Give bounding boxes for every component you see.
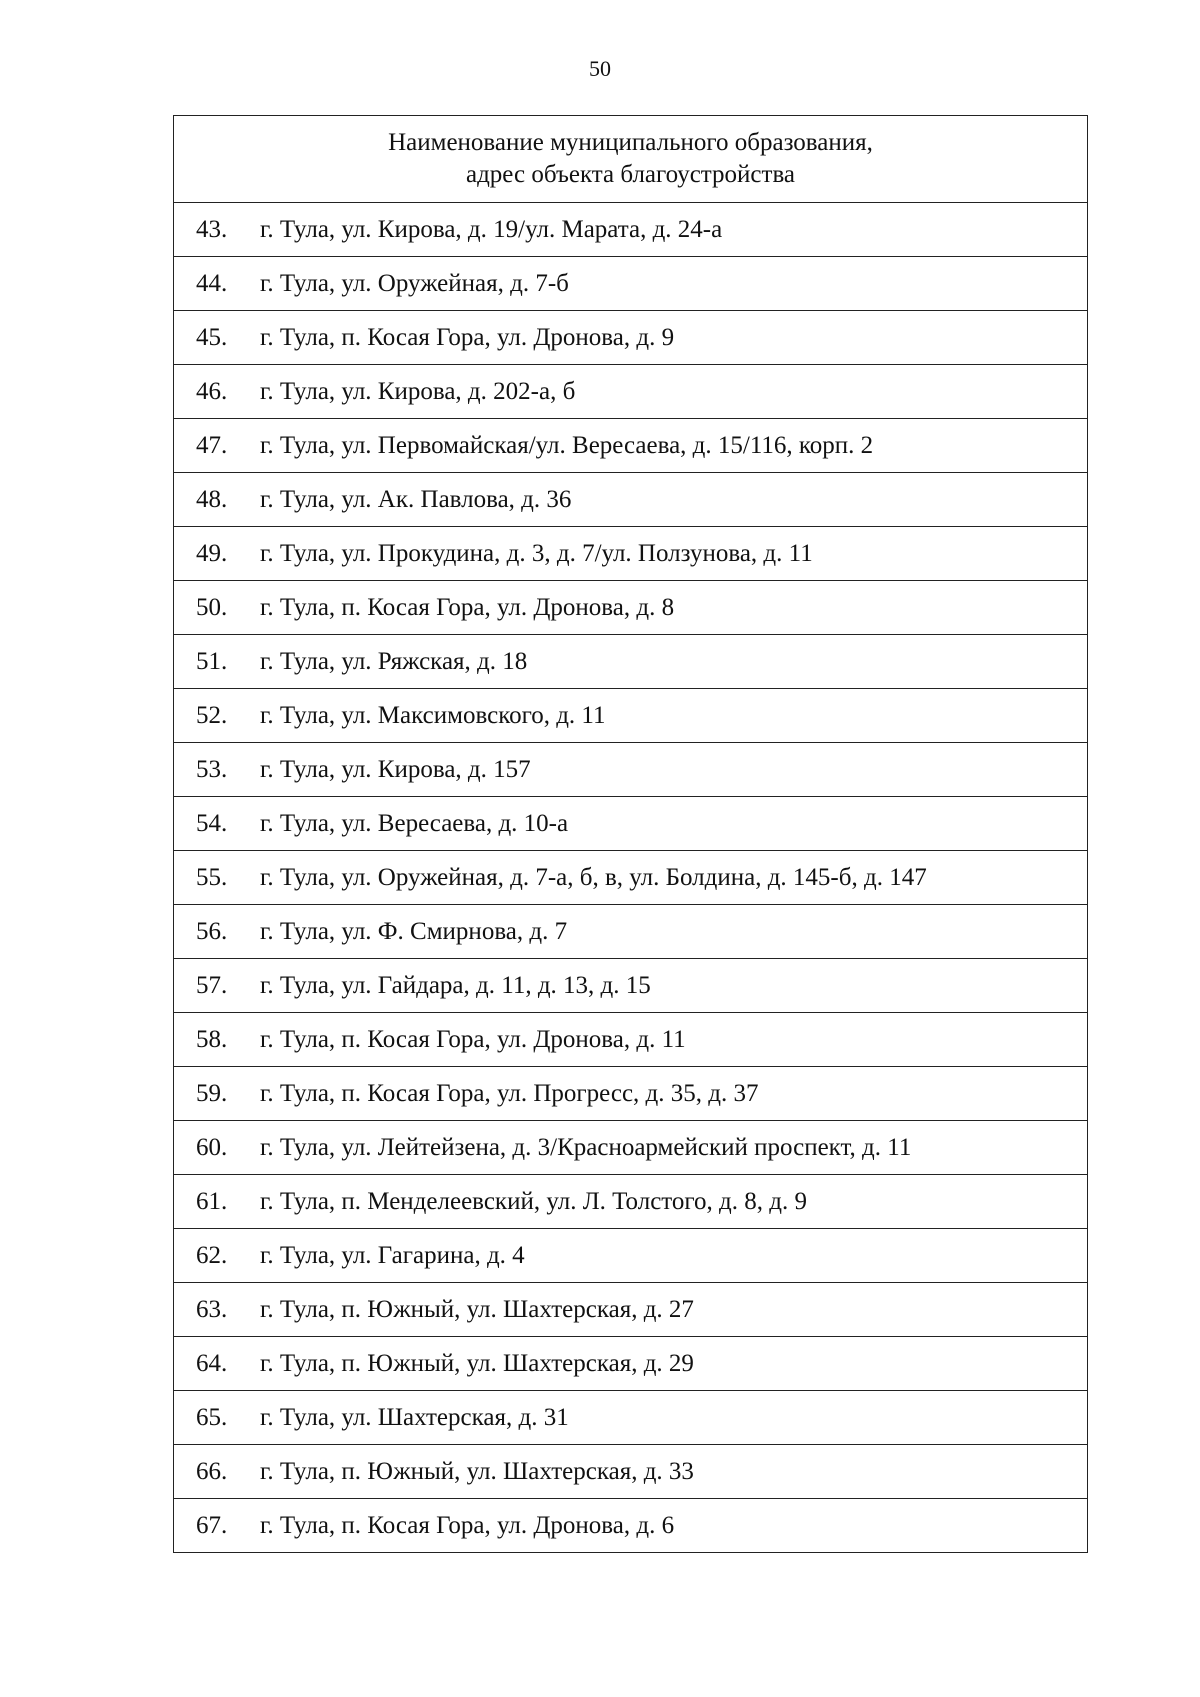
row-number: 53.	[196, 755, 228, 783]
table-cell	[174, 1175, 1088, 1229]
table-row	[174, 959, 1088, 1013]
table-row	[174, 1229, 1088, 1283]
table-cell	[174, 1337, 1088, 1391]
table-cell	[174, 905, 1088, 959]
row-number: 67.	[196, 1511, 228, 1539]
table-row	[174, 1337, 1088, 1391]
row-address: г. Тула, п. Косая Гора, ул. Дронова, д. 8	[260, 593, 675, 621]
row-number: 52.	[196, 701, 228, 729]
row-address: г. Тула, п. Косая Гора, ул. Прогресс, д. 35, д. 37	[260, 1079, 759, 1107]
table-row	[174, 635, 1088, 689]
row-number: 54.	[196, 809, 228, 837]
table-row	[174, 1391, 1088, 1445]
row-number: 45.	[196, 323, 228, 351]
table-cell	[174, 1013, 1088, 1067]
row-address: г. Тула, ул. Прокудина, д. 3, д. 7/ул. Ползунова, д. 11	[260, 539, 813, 567]
table-row	[174, 311, 1088, 365]
row-address: г. Тула, п. Косая Гора, ул. Дронова, д. 9	[260, 323, 675, 351]
table-header-row	[174, 116, 1088, 203]
row-number: 57.	[196, 971, 228, 999]
table-row	[174, 473, 1088, 527]
row-number: 56.	[196, 917, 228, 945]
table-row	[174, 1067, 1088, 1121]
table-cell	[174, 1283, 1088, 1337]
row-address: г. Тула, п. Южный, ул. Шахтерская, д. 27	[260, 1295, 694, 1323]
header-line-2: адрес объекта благоустройства	[465, 161, 796, 188]
table-cell	[174, 473, 1088, 527]
address-table	[173, 115, 1088, 1553]
table-row	[174, 203, 1088, 257]
table-cell	[174, 1121, 1088, 1175]
row-number: 58.	[196, 1025, 228, 1053]
row-address: г. Тула, ул. Оружейная, д. 7-б	[260, 269, 569, 297]
table-row	[174, 1499, 1088, 1553]
row-address: г. Тула, ул. Вересаева, д. 10-а	[260, 809, 569, 837]
row-number: 66.	[196, 1457, 228, 1485]
table-row	[174, 797, 1088, 851]
row-address: г. Тула, п. Южный, ул. Шахтерская, д. 29	[260, 1349, 694, 1377]
row-address: г. Тула, ул. Кирова, д. 19/ул. Марата, д. 24-а	[260, 215, 723, 243]
row-number: 48.	[196, 485, 228, 513]
row-number: 43.	[196, 215, 228, 243]
row-address: г. Тула, ул. Кирова, д. 157	[260, 755, 531, 783]
row-address: г. Тула, ул. Кирова, д. 202-а, б	[260, 377, 576, 405]
table-row	[174, 1013, 1088, 1067]
header-line-1: Наименование муниципального образования,	[388, 129, 873, 156]
table-cell	[174, 581, 1088, 635]
table-cell	[174, 203, 1088, 257]
row-number: 44.	[196, 269, 228, 297]
row-number: 60.	[196, 1133, 228, 1161]
table-row	[174, 257, 1088, 311]
table-cell	[174, 419, 1088, 473]
row-number: 46.	[196, 377, 228, 405]
row-address: г. Тула, п. Косая Гора, ул. Дронова, д. 11	[260, 1025, 686, 1053]
table-row	[174, 1283, 1088, 1337]
table-row	[174, 905, 1088, 959]
table-row	[174, 419, 1088, 473]
row-address: г. Тула, ул. Гагарина, д. 4	[260, 1241, 525, 1269]
row-number: 50.	[196, 593, 228, 621]
table-cell	[174, 959, 1088, 1013]
row-number: 64.	[196, 1349, 228, 1377]
row-number: 59.	[196, 1079, 228, 1107]
table-cell	[174, 743, 1088, 797]
table-row	[174, 527, 1088, 581]
row-number: 65.	[196, 1403, 228, 1431]
table-row	[174, 689, 1088, 743]
table-cell	[174, 1445, 1088, 1499]
row-number: 55.	[196, 863, 228, 891]
row-address: г. Тула, п. Менделеевский, ул. Л. Толстого, д. 8, д. 9	[260, 1187, 807, 1215]
table-cell	[174, 1391, 1088, 1445]
table-cell	[174, 257, 1088, 311]
table-row	[174, 1175, 1088, 1229]
row-address: г. Тула, ул. Ак. Павлова, д. 36	[260, 485, 572, 513]
table-cell	[174, 365, 1088, 419]
table-body	[174, 203, 1088, 1553]
row-number: 61.	[196, 1187, 228, 1215]
table-row	[174, 581, 1088, 635]
table-cell	[174, 851, 1088, 905]
table-cell	[174, 1067, 1088, 1121]
row-address: г. Тула, ул. Максимовского, д. 11	[260, 701, 606, 729]
table-cell	[174, 797, 1088, 851]
table-row	[174, 1121, 1088, 1175]
table-row	[174, 851, 1088, 905]
row-address: г. Тула, ул. Лейтейзена, д. 3/Красноармейский проспект, д. 11	[260, 1133, 912, 1161]
row-number: 51.	[196, 647, 228, 675]
row-address: г. Тула, ул. Ф. Смирнова, д. 7	[260, 917, 568, 945]
table-cell	[174, 311, 1088, 365]
table-row	[174, 365, 1088, 419]
table-cell	[174, 1499, 1088, 1553]
page-number: 50	[589, 56, 611, 81]
row-address: г. Тула, ул. Гайдара, д. 11, д. 13, д. 15	[260, 971, 651, 999]
row-number: 47.	[196, 431, 228, 459]
row-number: 49.	[196, 539, 228, 567]
table-cell	[174, 527, 1088, 581]
table-row	[174, 743, 1088, 797]
table-header-cell	[174, 116, 1088, 203]
row-address: г. Тула, ул. Оружейная, д. 7-а, б, в, ул. Болдина, д. 145-б, д. 147	[260, 863, 927, 891]
row-address: г. Тула, ул. Первомайская/ул. Вересаева, д. 15/116, корп. 2	[260, 431, 874, 459]
row-number: 62.	[196, 1241, 228, 1269]
table-cell	[174, 635, 1088, 689]
table-cell	[174, 689, 1088, 743]
row-number: 63.	[196, 1295, 228, 1323]
table-row	[174, 1445, 1088, 1499]
row-address: г. Тула, ул. Шахтерская, д. 31	[260, 1403, 569, 1431]
row-address: г. Тула, п. Южный, ул. Шахтерская, д. 33	[260, 1457, 694, 1485]
row-address: г. Тула, п. Косая Гора, ул. Дронова, д. 6	[260, 1511, 675, 1539]
table-cell	[174, 1229, 1088, 1283]
row-address: г. Тула, ул. Ряжская, д. 18	[260, 647, 528, 675]
